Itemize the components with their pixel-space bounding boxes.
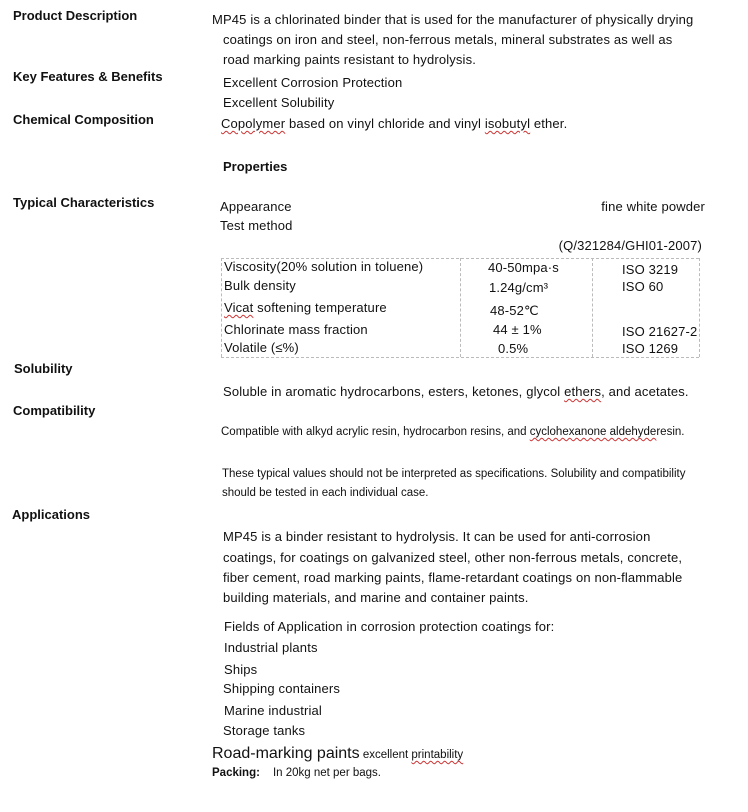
fields-heading: Fields of Application in corrosion protection coatings for: [224,619,555,634]
applications-line-3: fiber cement, road marking paints, flame-retardant coatings on non-flammable [223,570,683,585]
test-method-label: Test method [220,218,293,233]
table-row-5-method: ISO 1269 [622,341,679,356]
disclaimer-line-1: These typical values should not be interpreted as specifications. Solubility and compatibility [222,468,686,480]
table-row-4-method: ISO 21627-2 [622,324,698,339]
description-line-2: coatings on iron and steel, non-ferrous metals, mineral substrates as well as [223,32,673,47]
table-row-3-value: 48-52℃ [490,303,539,318]
table-row-4-property: Chlorinate mass fraction [224,322,368,337]
composition-word-isobutyl: isobutyl [484,116,531,131]
feature-corrosion-protection: Excellent Corrosion Protection [223,75,403,90]
solubility-post: , and acetates. [601,384,689,399]
appearance-label: Appearance [220,199,292,214]
packing-line [212,767,381,779]
table-row-2-method: ISO 60 [622,279,664,294]
label-key-features: Key Features & Benefits [13,69,163,84]
composition-word-copolymer: Copolymer [221,116,286,131]
compatibility-text [221,426,684,438]
label-applications: Applications [12,507,91,522]
solubility-text [223,384,689,399]
label-compatibility: Compatibility [13,403,96,418]
test-method-value: (Q/321284/GHI01-2007) [558,238,702,253]
description-line-1: MP45 is a chlorinated binder that is used for the manufacturer of physically drying [212,12,694,27]
field-ships: Ships [224,662,258,677]
solubility-word-ethers: ethers [564,384,602,399]
label-solubility: Solubility [14,361,73,376]
composition-text [221,116,567,131]
appearance-value: fine white powder [601,199,705,214]
packing-label: Packing: [212,767,260,779]
road-marking-line [212,745,463,763]
table-row-1-method: ISO 3219 [622,262,679,277]
table-row-5-value: 0.5% [498,341,529,356]
field-storage-tanks: Storage tanks [223,723,306,738]
road-marking-pre: excellent [359,749,412,761]
table-row-1-property: Viscosity(20% solution in toluene) [224,259,424,274]
applications-line-1: MP45 is a binder resistant to hydrolysis. It can be used for anti-corrosion [223,529,651,544]
road-marking-word: printability [411,749,464,761]
compatibility-word: cyclohexanone aldehyde [529,426,657,438]
applications-line-2: coatings, for coatings on galvanized steel, other non-ferrous metals, concrete, [223,550,683,565]
table-row-5-property: Volatile (≤%) [224,340,299,355]
field-shipping-containers: Shipping containers [223,681,341,696]
table-row-2-value: 1.24g/cm³ [489,280,549,295]
field-industrial-plants: Industrial plants [224,640,318,655]
label-chemical-composition: Chemical Composition [13,112,154,127]
table-row-1-value: 40-50mpa·s [488,260,559,275]
table-row-3-property [224,300,387,315]
table-row-3-word-vicat: Vicat [224,300,254,315]
disclaimer-line-2: should be tested in each individual case. [222,487,429,499]
solubility-pre: Soluble in aromatic hydrocarbons, esters, ketones, glycol [223,384,565,399]
road-marking-main: Road-marking paints [212,745,360,762]
composition-mid: based on vinyl chloride and vinyl [285,116,485,131]
compatibility-pre: Compatible with alkyd acrylic resin, hydrocarbon resins, and [221,426,530,438]
packing-value: In 20kg net per bags. [272,767,381,779]
feature-solubility: Excellent Solubility [223,95,335,110]
description-line-3: road marking paints resistant to hydrolysis. [223,52,476,67]
table-row-2-property: Bulk density [224,278,296,293]
compatibility-post: resin. [656,426,685,438]
table-row-3-property-rest: softening temperature [253,300,387,315]
properties-heading: Properties [223,159,288,174]
table-row-4-value: 44 ± 1% [493,322,542,337]
applications-line-4: building materials, and marine and container paints. [223,590,529,605]
composition-end: ether. [530,116,568,131]
label-typical-characteristics: Typical Characteristics [13,195,155,210]
field-marine-industrial: Marine industrial [224,703,322,718]
label-product-description: Product Description [13,8,138,23]
